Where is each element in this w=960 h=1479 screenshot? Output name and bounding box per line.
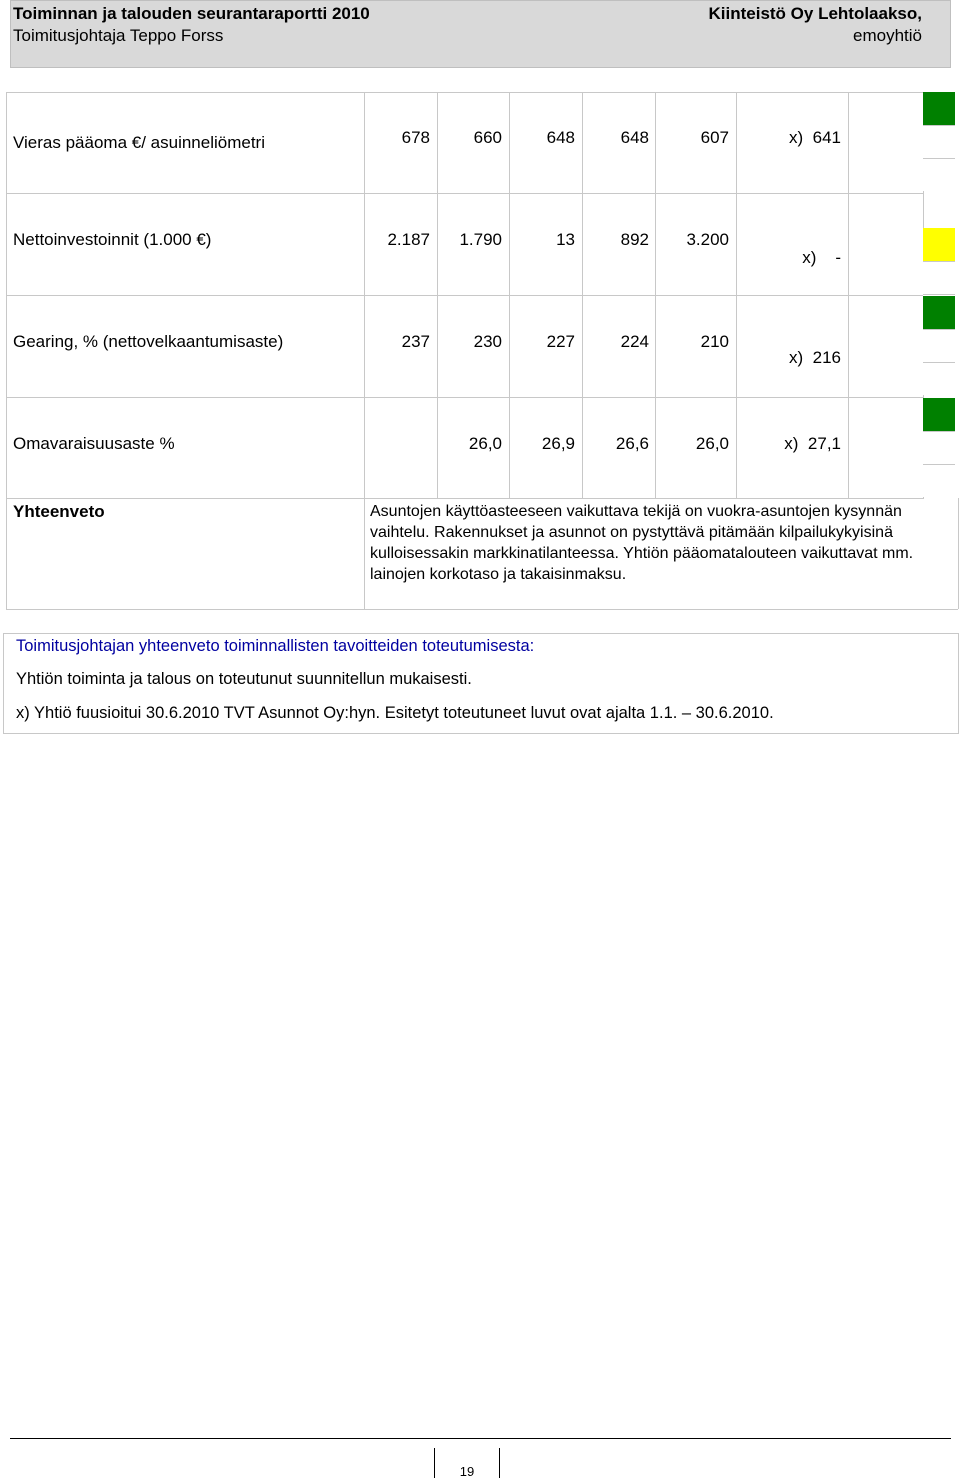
grid-line — [6, 498, 924, 499]
indicator-cell — [923, 329, 955, 362]
indicator-cell — [923, 431, 955, 464]
grid-line — [6, 609, 958, 610]
report-header — [10, 0, 951, 68]
row-value: 224 — [620, 332, 649, 351]
grid-line — [437, 92, 438, 498]
grid-line — [6, 92, 924, 93]
status-indicator — [923, 92, 955, 191]
row-value: 648 — [620, 128, 649, 147]
grid-line — [736, 92, 737, 498]
indicator-cell — [923, 362, 955, 395]
grid-line — [6, 397, 924, 398]
row-value: x) 216 — [789, 348, 841, 367]
row-value: 607 — [700, 128, 729, 147]
status-indicator — [923, 398, 955, 497]
indicator-cell — [923, 158, 955, 191]
indicator-cell — [923, 464, 955, 497]
row-value: 26,0 — [695, 434, 729, 453]
status-indicator — [923, 296, 955, 395]
row-value: x) - — [802, 248, 841, 267]
row-value: 26,9 — [541, 434, 575, 453]
grid-line — [6, 193, 924, 194]
ceo-summary-heading: Toimitusjohtajan yhteenveto toiminnallisten tavoitteiden toteutumisesta: — [16, 637, 535, 655]
row-label: Nettoinvestoinnit (1.000 €) — [13, 230, 212, 249]
indicator-cell — [923, 261, 955, 294]
row-label: Omavaraisuusaste % — [13, 434, 175, 453]
row-value: 1.790 — [459, 230, 502, 249]
company-type: emoyhtiö — [853, 26, 922, 45]
row-label: Vieras pääoma €/ asuinneliömetri — [13, 133, 265, 152]
row-value: 648 — [546, 128, 575, 147]
indicator-cell — [923, 398, 955, 431]
grid-line — [655, 92, 656, 498]
company-name: Kiinteistö Oy Lehtolaakso, — [708, 4, 922, 23]
row-value: 26,6 — [615, 434, 649, 453]
row-value: 227 — [546, 332, 575, 351]
footer-rule — [10, 1438, 951, 1439]
row-value: 26,0 — [468, 434, 502, 453]
row-value: 230 — [473, 332, 502, 351]
summary-label: Yhteenveto — [13, 502, 105, 521]
indicator-cell — [923, 92, 955, 125]
grid-line — [6, 92, 7, 609]
row-value: 892 — [620, 230, 649, 249]
grid-line — [509, 92, 510, 498]
indicator-cell — [923, 228, 955, 261]
report-title: Toiminnan ja talouden seurantaraportti 2010 — [13, 4, 370, 23]
row-value: 13 — [556, 230, 575, 249]
ceo-summary-box — [3, 633, 959, 734]
grid-line — [582, 92, 583, 498]
indicator-cell — [923, 296, 955, 329]
ceo-summary-note: x) Yhtiö fuusioitui 30.6.2010 TVT Asunnot Oy:hyn. Esitetyt toteutuneet luvut ovat ajalta 1.1. – 30.6.2010. — [16, 704, 774, 722]
indicator-cell — [923, 125, 955, 158]
row-label: Gearing, % (nettovelkaantumisaste) — [13, 332, 284, 351]
row-value: 3.200 — [686, 230, 729, 249]
grid-line — [958, 498, 959, 609]
ceo-summary-line: Yhtiön toiminta ja talous on toteutunut suunnitellun mukaisesti. — [16, 670, 472, 688]
grid-line — [364, 92, 365, 609]
grid-line — [6, 295, 924, 296]
summary-text: Asuntojen käyttöasteeseen vaikuttava tekijä on vuokra-asuntojen kysynnän vaihtelu. Rakennukset ja asunnot on pystyttävä pitämään kilpailukykyisinä kulloisessakin markkinatilanteessa. Yhtiön pääomatalouteen vaikuttavat mm. lainojen korkotaso ja takaisinmaksu. — [370, 503, 914, 583]
row-value: x) 27,1 — [784, 434, 841, 453]
row-value: 210 — [700, 332, 729, 351]
row-value: 2.187 — [387, 230, 430, 249]
grid-line — [848, 92, 849, 498]
row-value: 237 — [401, 332, 430, 351]
row-value: 660 — [473, 128, 502, 147]
page-number: 19 — [434, 1448, 500, 1478]
ceo-name: Toimitusjohtaja Teppo Forss — [13, 26, 224, 45]
row-value: 678 — [401, 128, 430, 147]
row-value: x) 641 — [789, 128, 841, 147]
